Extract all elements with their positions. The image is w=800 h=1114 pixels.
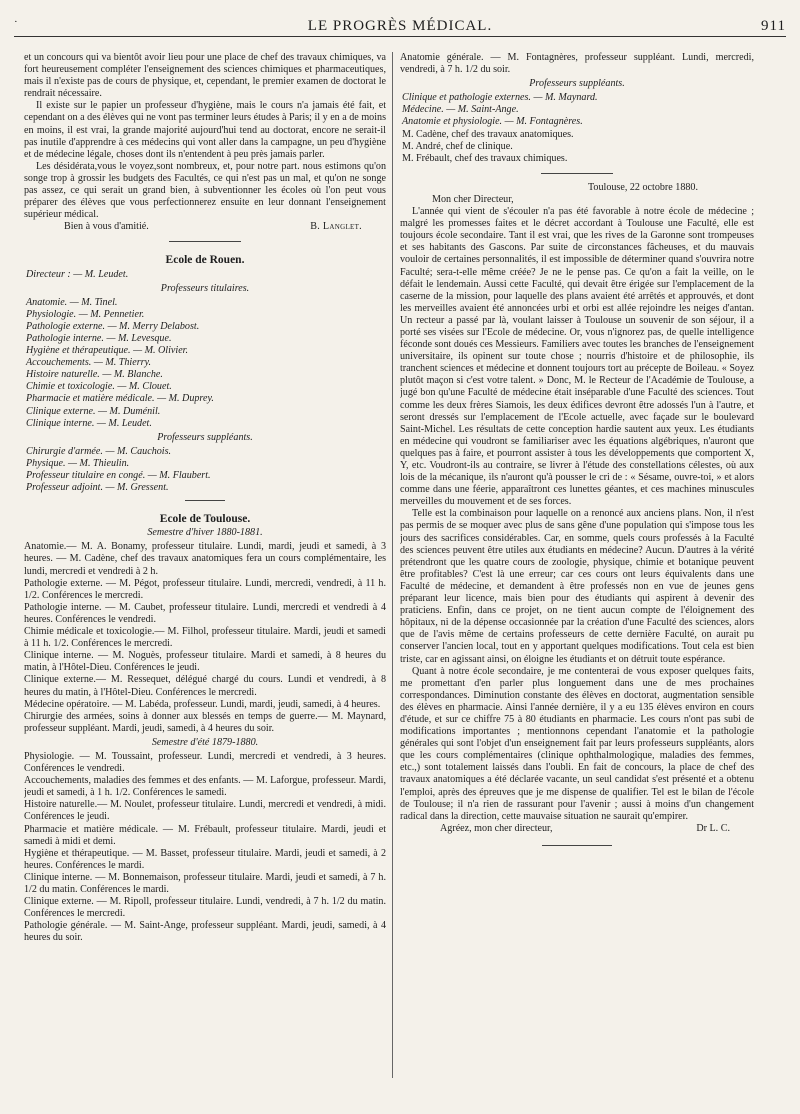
journal-title: LE PROGRÈS MÉDICAL.: [307, 18, 493, 34]
course-entry: Clinique interne. — M. Noguès, professeur titulaire. Mardi et samedi, à 8 heures du matin, à l'Hôtel-Dieu. Conférences le jeudi.: [24, 650, 386, 674]
letter-signoff: [400, 823, 754, 835]
list-item: Pathologie interne. — M. Levesque.: [26, 332, 172, 344]
list-item: M. André, chef de clinique.: [402, 140, 513, 152]
closing-line: Bien à vous d'amitié.: [64, 221, 149, 233]
hiver-course-list: [24, 541, 386, 735]
course-entry: Chimie médicale et toxicologie.— M. Filhol, professeur titulaire. Mardi, jeudi et samedi à 11 h. 1/2. Conférences le mercredi.: [24, 626, 386, 650]
letter-paragraph-3: Quant à notre école secondaire, je me contenterai de vous exposer quelques faits, me promettant d'en parler plus longuement dans une de mes prochaines correspondances. Diminution constante des élèves en doctorat, augmentation sensible des élèves en pharmacie. Ainsi l'année dernière, il y a eu 135 élèves environ en cours d'étude, et sur ce chiffre 75 à 80 étudiants en pharmacie. Les cours n'ont pas subi de modifications importantes ; mentionnons cependant l'anatomie et la pathologie générales qui sont l'objet d'un enseignement fait par leurs professeurs suppléants, alors que les cours complémentaires (clinique ophthalmologique, maladies des femmes, etc.,) sont totalement laissés dans l'oubli. En fait de concours, la place de chef des travaux anatomiques a été déclarée vacante, un seul candidat s'est présenté et a obtenu l'emploi, après des épreuves que je me dispense de qualifier. Tel est le bilan de l'école de Toulouse; il n'a rien de rassurant pour l'avenir ; aussi à moins d'un changement radical dans la direction, cette mauvaise situation ne saurait qu'empirer.: [400, 665, 754, 822]
toulouse-suppleants-heading: Professeurs suppléants.: [529, 78, 625, 90]
course-entry: Pathologie générale. — M. Saint-Ange, professeur suppléant. Mardi, jeudi, samedi, à 4 heures du soir.: [24, 920, 386, 944]
rouen-director: Directeur : — M. Leudet.: [26, 268, 129, 280]
list-item: Anatomie et physiologie. — M. Fontagnères.: [402, 116, 583, 128]
ete-course-list: [24, 751, 386, 945]
right-column: [400, 52, 754, 1076]
list-item: Chimie et toxicologie. — M. Clouet.: [26, 381, 172, 393]
end-rule: [542, 845, 612, 846]
list-item: Histoire naturelle. — M. Blanche.: [26, 369, 163, 381]
list-item: M. Frébault, chef des travaux chimiques.: [402, 152, 568, 164]
page-header: [14, 10, 786, 37]
list-item: Pathologie externe. — M. Merry Delabost.: [26, 320, 200, 332]
course-entry: Chirurgie des armées, soins à donner aux blessés en temps de guerre.— M. Maynard, professeur suppléant. Mardi, jeudi, samedi, à 4 heures du soir.: [24, 710, 386, 734]
toulouse-suppleants-list: [400, 92, 754, 165]
course-entry: Anatomie.— M. A. Bonamy, professeur titulaire. Lundi, mardi, jeudi et samedi, à 3 heures. — M. Cadène, chef des travaux anatomiques fera un cours complémentaire, les lundi, mercredi et vendredi à 2 h.: [24, 541, 386, 577]
course-entry: Clinique interne. — M. Bonnemaison, professeur titulaire. Mardi, jeudi et samedi, à 7 h. 1/2 du matin. Conférences le mardi.: [24, 871, 386, 895]
list-item: Chirurgie d'armée. — M. Cauchois.: [26, 445, 172, 457]
header-mark: ·: [14, 16, 19, 28]
course-entry: Accouchements, maladies des femmes et des enfants. — M. Laforgue, professeur. Mardi, jeudi et samedi, à 1 h. 1/2. Conférences le samedi.: [24, 775, 386, 799]
list-item: Clinique externe. — M. Duménil.: [26, 405, 161, 417]
list-item: Clinique et pathologie externes. — M. Maynard.: [402, 92, 598, 104]
intro-paragraph-2: Il existe sur le papier un professeur d'hygiène, mais le cours n'a jamais été fait, et cependant on a des élèves qui ne vont pas terminer leurs études à Paris; il y en a de moins en moins, il est vrai, la grande majorité aujourd'hui tend au doctorat, encore ne serait-il pas inutile d'apprendre à ces médecins qui vont aller dans la campagne, un peu d'hygiène et de médecine légale, choses dont ils n'entendent à peu près jamais parler.: [24, 100, 386, 160]
letter-paragraph-1: L'année qui vient de s'écouler n'a pas été favorable à notre école de médecine ; malgré les promesses faites et le décret accordant à Toulouse une Faculté, elle est toujours école secondaire. Tant il est vrai, que les rives de la Garonne sont trompeuses et ses habitants des Gascons. Par suite de circonstances fâcheuses, et du mauvais vouloir de certaines personnalités, il est impossible de déterminer quand s'ouvrira notre Faculté; sera-t-elle même créée? Je ne le pense pas. Ce qu'on a fait la veille, on le défait le lendemain. Aussi cette Faculté, qui devait être érigée sur l'emplacement de la caserne de la mission, pour laquelle des plans avaient été arrêtés et approuvés, et dont les merveilles avaient été annoncées urbi et orbi est allée rejoindre les neiges d'antan. Un recteur a passé par là, voulant laisser à Toulouse un souvenir de son séjour, il a porté ses visées sur l'Ecole de médecine. Or, vous n'ignorez pas, de quelle intelligence féconde sont doués ces Messieurs. Familiers avec toutes les branches de l'enseignement universitaire, ils opinent sur toute chose ; nourris d'histoire et de philosophie, ils tranchent sciences et médecine et donnent toujours tort au précepte de Boileau. « Soyez plutôt maçon si c'est votre talent. » Donc, M. le Recteur de l'Académie de Toulouse, a jugé bon qu'une Faculté de médecine était inséparable d'une Faculté des sciences. Tout comme les deux frères Siamois, les deux édifices devront être adossés l'un à l'autre, et seront dressés sur l'emplacement de l'Ecole actuelle, avec façade sur le boulevard Saint-Michel. Les résultats de cette conception hardie sautent aux yeux. Les étudiants en médecine qui voudront se familiariser avec les équations algébriques, n'auront que quelques pas à faire, et pourront assister à tous les développements que comportent X, Y, etc. Voudront-ils au contraire, se livrer à l'étude des constellations célestes, où aux lois de la mécanique, ils n'auront qu'à pousser le cri de : « Sésame, ouvre-toi, » et alors comme dans une féerie, apparaîtront ces lunettes géantes, et ces machines minuscules merveilles du mouvement et de ses forces.: [400, 206, 754, 508]
course-entry: Médecine opératoire. — M. Labéda, professeur. Lundi, mardi, jeudi, samedi, à 4 heures.: [24, 698, 381, 710]
list-item: Accouchements. — M. Thierry.: [26, 357, 152, 369]
list-item: Hygiène et thérapeutique. — M. Olivier.: [26, 345, 189, 357]
rouen-titulaires-list: [24, 297, 386, 430]
ete-heading: Semestre d'été 1879-1880.: [151, 736, 259, 748]
letter-date: Toulouse, 22 octobre 1880.: [587, 181, 698, 193]
course-entry: Histoire naturelle.— M. Noulet, professeur titulaire. Lundi, mercredi et vendredi, à midi. Conférences le jeudi.: [24, 799, 386, 823]
list-item: Physique. — M. Thieulin.: [26, 457, 130, 469]
intro-paragraph-3: Les désidérata,vous le voyez,sont nombreux, et, pour notre part. nous estimons qu'on songe trop à grossir les budgets des Facultés, ce qui n'est pas un mal, et qu'on ne songe pas assez, ce qui serait un grand bien, à subventionner les écoles où l'on peut vous préparer des élèves que vous perfectionnerez ensuite en leur donnant l'enseignement supérieur médical.: [24, 160, 386, 221]
list-item: Anatomie. — M. Tinel.: [26, 296, 118, 308]
course-entry: Hygiène et thérapeutique. — M. Basset, professeur titulaire. Mardi, jeudi et samedi, à 2 heures. Conférences le mardi.: [24, 847, 386, 871]
letter-salutation: Mon cher Directeur,: [432, 193, 514, 205]
section-rule: [541, 173, 613, 174]
rouen-titulaires-heading: Professeurs titulaires.: [160, 282, 250, 294]
list-item: Professeur adjoint. — M. Gressent.: [26, 482, 169, 494]
signature: Dr L. C.: [696, 822, 730, 834]
course-entry: Pathologie interne. — M. Caubet, professeur titulaire. Lundi, mercredi et vendredi à 4 heures. Conférences le vendredi.: [24, 601, 386, 625]
list-item: Clinique interne. — M. Leudet.: [26, 417, 152, 429]
list-item: M. Cadène, chef des travaux anatomiques.: [402, 128, 574, 140]
section-rule: [185, 500, 225, 501]
intro-paragraph-1: et un concours qui va bientôt avoir lieu pour une place de chef des travaux chimiques, va fort heureusement compléter l'enseignement des sciences chimiques et pharmaceutiques, mais il n'existe pas de cours de physique, et, cependant, le premier examen de doctorat le rendrait nécessaire.: [24, 52, 386, 100]
rouen-title: Ecole de Rouen.: [165, 254, 245, 267]
letter-signoff: [24, 221, 386, 233]
course-entry: Anatomie générale. — M. Fontagnères, professeur suppléant. Lundi, mercredi, vendredi, à 7 h. 1/2 du soir.: [400, 52, 754, 76]
list-item: Professeur titulaire en congé. — M. Flaubert.: [26, 470, 211, 481]
list-item: Médecine. — M. Saint-Ange.: [402, 104, 519, 116]
toulouse-title: Ecole de Toulouse.: [159, 513, 251, 526]
closing-line: Agréez, mon cher directeur,: [440, 822, 553, 834]
list-item: Physiologie. — M. Pennetier.: [26, 308, 145, 320]
section-rule: [169, 241, 241, 242]
course-entry: Clinique externe. — M. Ripoll, professeur titulaire. Lundi, vendredi, à 7 h. 1/2 du matin. Conférences le mercredi.: [24, 896, 386, 920]
hiver-heading: Semestre d'hiver 1880-1881.: [147, 527, 263, 539]
course-entry: Clinique externe.— M. Ressequet, délégué chargé du cours. Lundi et vendredi, à 8 heures du matin, à l'Hôtel-Dieu. Conférences le mercredi.: [24, 674, 386, 698]
list-item: Pharmacie et matière médicale. — M. Duprey.: [26, 393, 214, 405]
course-entry: Pathologie externe. — M. Pégot, professeur titulaire. Lundi, mercredi, vendredi, à 11 h. 1/2. Conférences le mercredi.: [24, 577, 386, 601]
rouen-suppleants-list: [24, 446, 386, 494]
left-column: [24, 52, 386, 1076]
course-entry: Pharmacie et matière médicale. — M. Frébault, professeur titulaire. Mardi, jeudi et samedi à midi et demi.: [24, 823, 386, 847]
signature: B. Langlet.: [310, 221, 362, 233]
column-divider: [392, 52, 393, 1078]
letter-paragraph-2: Telle est la combinaison pour laquelle on a renoncé aux anciens plans. Non, il n'est pas permis de se moquer avec plus de sans gêne d'une population qui s'impose tous les jours des sacrifices considérables. Car, en somme, quels cours professés à la Faculté des sciences peuvent être utiles aux étudiants en médecine? Aucun. D'autres à la vérité prétendront que les quatre cours de zoologie, physique, chimie et botanique peuvent être profitables? C'est là une erreur; car ces cours ont leurs équivalents dans une Faculté de médecine, et demandent à être professés non en vue de jeunes gens préparant leur licence, mais bien pour des étudiants qui aspirent à devenir des praticiens. Enfin, dans ce projet, on ne tient aucun compte de l'éloignement des hôpitaux, ni de la dépense occasionnée par la création d'une Faculté des sciences, alors que de l'avis même de certains professeurs de cette dernière Faculté, on aurait pu conserver l'ancien local, tout en y apportant quelques modifications. Tout cela est bien triste, car en agissant ainsi, on éloigne les étudiants et on détruit toute espérance.: [400, 508, 754, 665]
course-entry: Physiologie. — M. Toussaint, professeur. Lundi, mercredi et vendredi, à 3 heures. Conférences le vendredi.: [24, 750, 386, 775]
page-number: 911: [761, 18, 786, 34]
rouen-suppleants-heading: Professeurs suppléants.: [157, 431, 253, 443]
